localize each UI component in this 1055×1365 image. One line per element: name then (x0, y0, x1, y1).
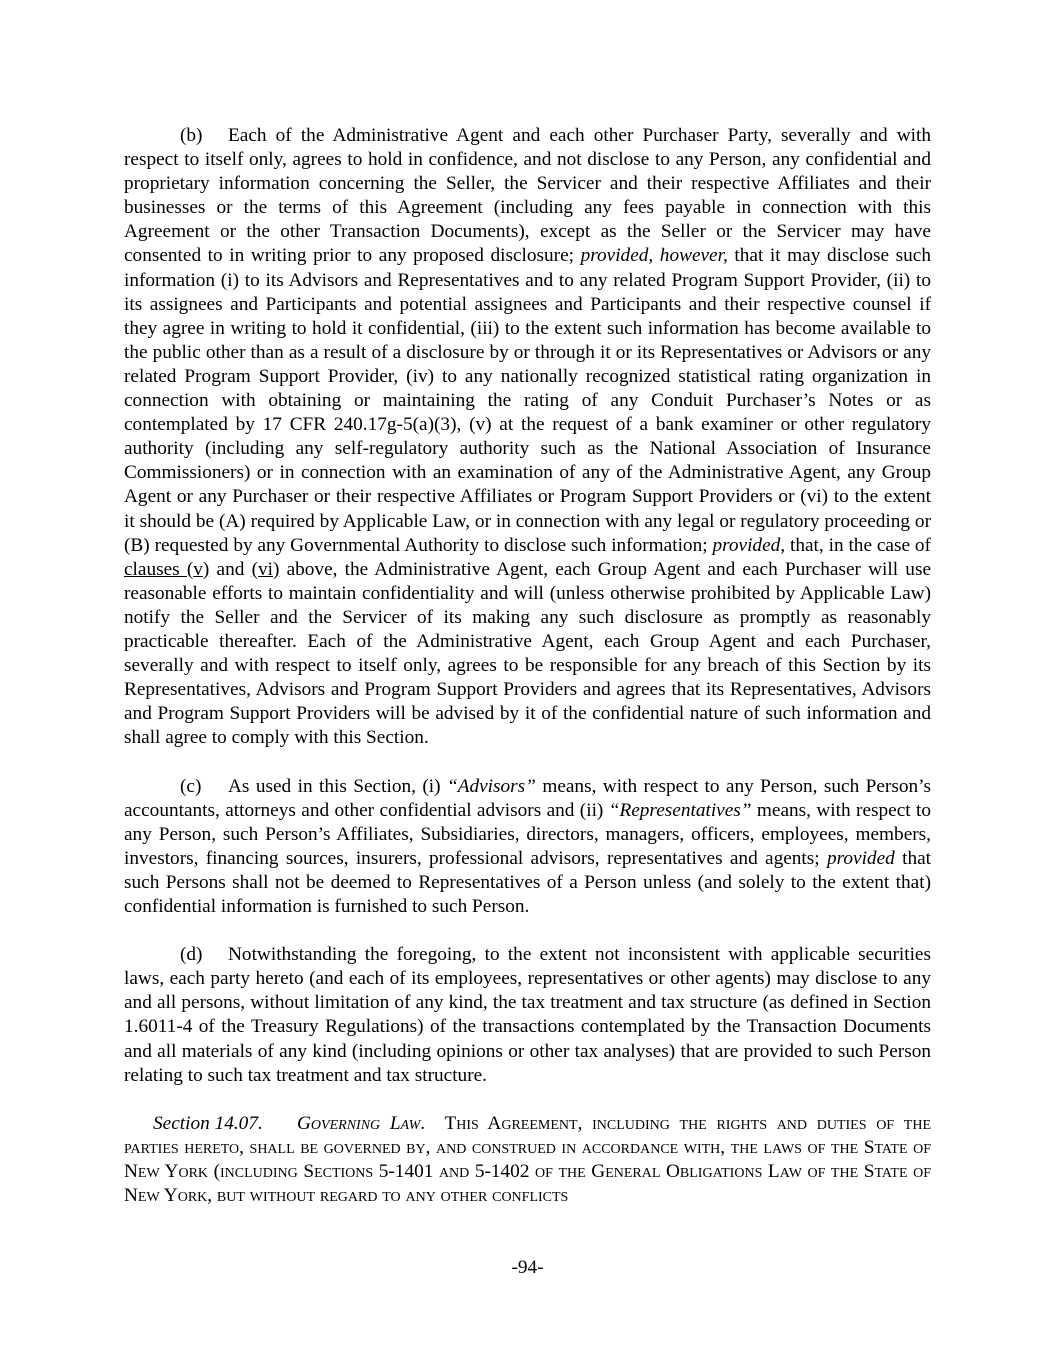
paragraph-b-text: that it may disclose such information (i) to its Advisors and Representatives and to any related Program Support Provider, (ii) to its assignees and Participants and potential assignees and Participants and their respective counsel if they agree in writing to hold it confidential, (iii) to the extent such information has become available to the public other than as a result of a disclosure by or through it or its Representatives or Advisors or any related Program Support Provider, (iv) to any nationally recognized statistical rating organization in connection with obtaining or maintaining the rating of any Conduit Purchaser’s Notes or as contemplated by 17 CFR 240.17g-5(a)(3), (v) at the request of a bank examiner or other regulatory authority (including any self-regulatory authority such as the National Association of Insurance Commissioners) or in connection with an examination of any of the Administrative Agent, any Group Agent or any Purchaser or their respective Affiliates or Program Support Providers or (vi) to the extent it should be (A) required by Applicable Law, or in connection with any legal or regulatory proceeding or (B) requested by any Governmental Authority to disclose such information; (124, 245, 932, 556)
paragraph-c-proviso: provided (826, 847, 895, 869)
paragraph-b-proviso: provided, however, (580, 245, 728, 267)
paragraph-b-text: Each of the Administrative Agent and each other Purchaser Party, severally and with respect to itself only, agrees to hold in confidence, and not disclose to any Person, any confidential and proprietary information concerning the Seller, the Servicer and their respective Affiliates and their businesses or the terms of this Agreement (including any fees payable in connection with this Agreement or the other Transaction Documents), except as the Seller or the Servicer may have consented to in writing prior to any proposed disclosure; (124, 125, 931, 267)
paragraph-c-text: means, with respect to any Person, such Person’s Affiliates, Subsidiaries, directors, managers, officers, employees, members, investors, financing sources, insurers, professional advisors, representatives and agents; (124, 799, 931, 869)
paragraph-c-text: As used in this Section, (i) (228, 775, 447, 797)
clause-reference: clauses (v) (124, 558, 210, 580)
document-page (124, 124, 931, 1208)
paragraph-b-text: that, in the case of (785, 534, 931, 556)
section-number: Section 14.07. (153, 1112, 263, 1134)
paragraph-b-text: above, the Administrative Agent, each Group Agent and each Purchaser will use reasonable efforts to maintain confidentiality and will (unless otherwise prohibited by Applicable Law) notify the Seller and the Servicer of its making any such disclosure as promptly as reasonably practicable thereafter. Each of the Administrative Agent, each Group Agent and each Purchaser, severally and with respect to itself only, agrees to be responsible for any breach of this Section by its Representatives, Advisors and Program Support Providers and agrees that its Representatives, Advisors and Program Support Providers will be advised by it of the confidential nature of such information and shall agree to comply with this Section. (124, 558, 932, 749)
section-title-punctuation: . (420, 1112, 426, 1134)
paragraph-d-text: Notwithstanding the foregoing, to the extent not inconsistent with applicable securities laws, each party hereto (and each of its employees, representatives or other agents) may disclose to any and all persons, without limitation of any kind, the tax treatment and tax structure (as defined in Section 1.6011-4 of the Treasury Regulations) of the transactions contemplated by the Transaction Documents and all materials of any kind (including opinions or other tax analyses) that are provided to such Person relating to such tax treatment and tax structure. (124, 944, 931, 1086)
paragraph-b-text: and (209, 558, 252, 580)
paragraph-b (124, 124, 931, 750)
section-title: Governing Law (297, 1112, 421, 1134)
paragraph-d (124, 943, 931, 1088)
paragraph-c-text: that such Persons shall not be deemed to Representatives of a Person unless (and solely to the extent that) confidential information is furnished to such Person. (124, 847, 932, 917)
paragraph-b-proviso: provided, (712, 534, 786, 556)
page-number: -94- (511, 1257, 544, 1278)
section-body: This Agreement, including the rights and duties of the parties hereto, shall be governed by, and construed in accordance with, the laws of the State of New York (including Sections 5-1401 and 5-1402 of the General Obligations Law of the State of New York, but without regard to any other conflicts (124, 1112, 931, 1207)
section-14-07 (124, 1112, 931, 1208)
paragraph-c-text: means, with respect to any Person, such Person’s accountants, attorneys and other confidential advisors and (ii) (124, 775, 931, 821)
clause-reference: (vi) (251, 558, 280, 580)
defined-term: “Representatives” (608, 799, 752, 821)
paragraph-d-label: (d) (180, 944, 203, 966)
defined-term: “Advisors” (446, 775, 536, 797)
paragraph-b-label: (b) (180, 125, 203, 146)
paragraph-c-label: (c) (180, 775, 202, 797)
paragraph-c (124, 775, 931, 920)
